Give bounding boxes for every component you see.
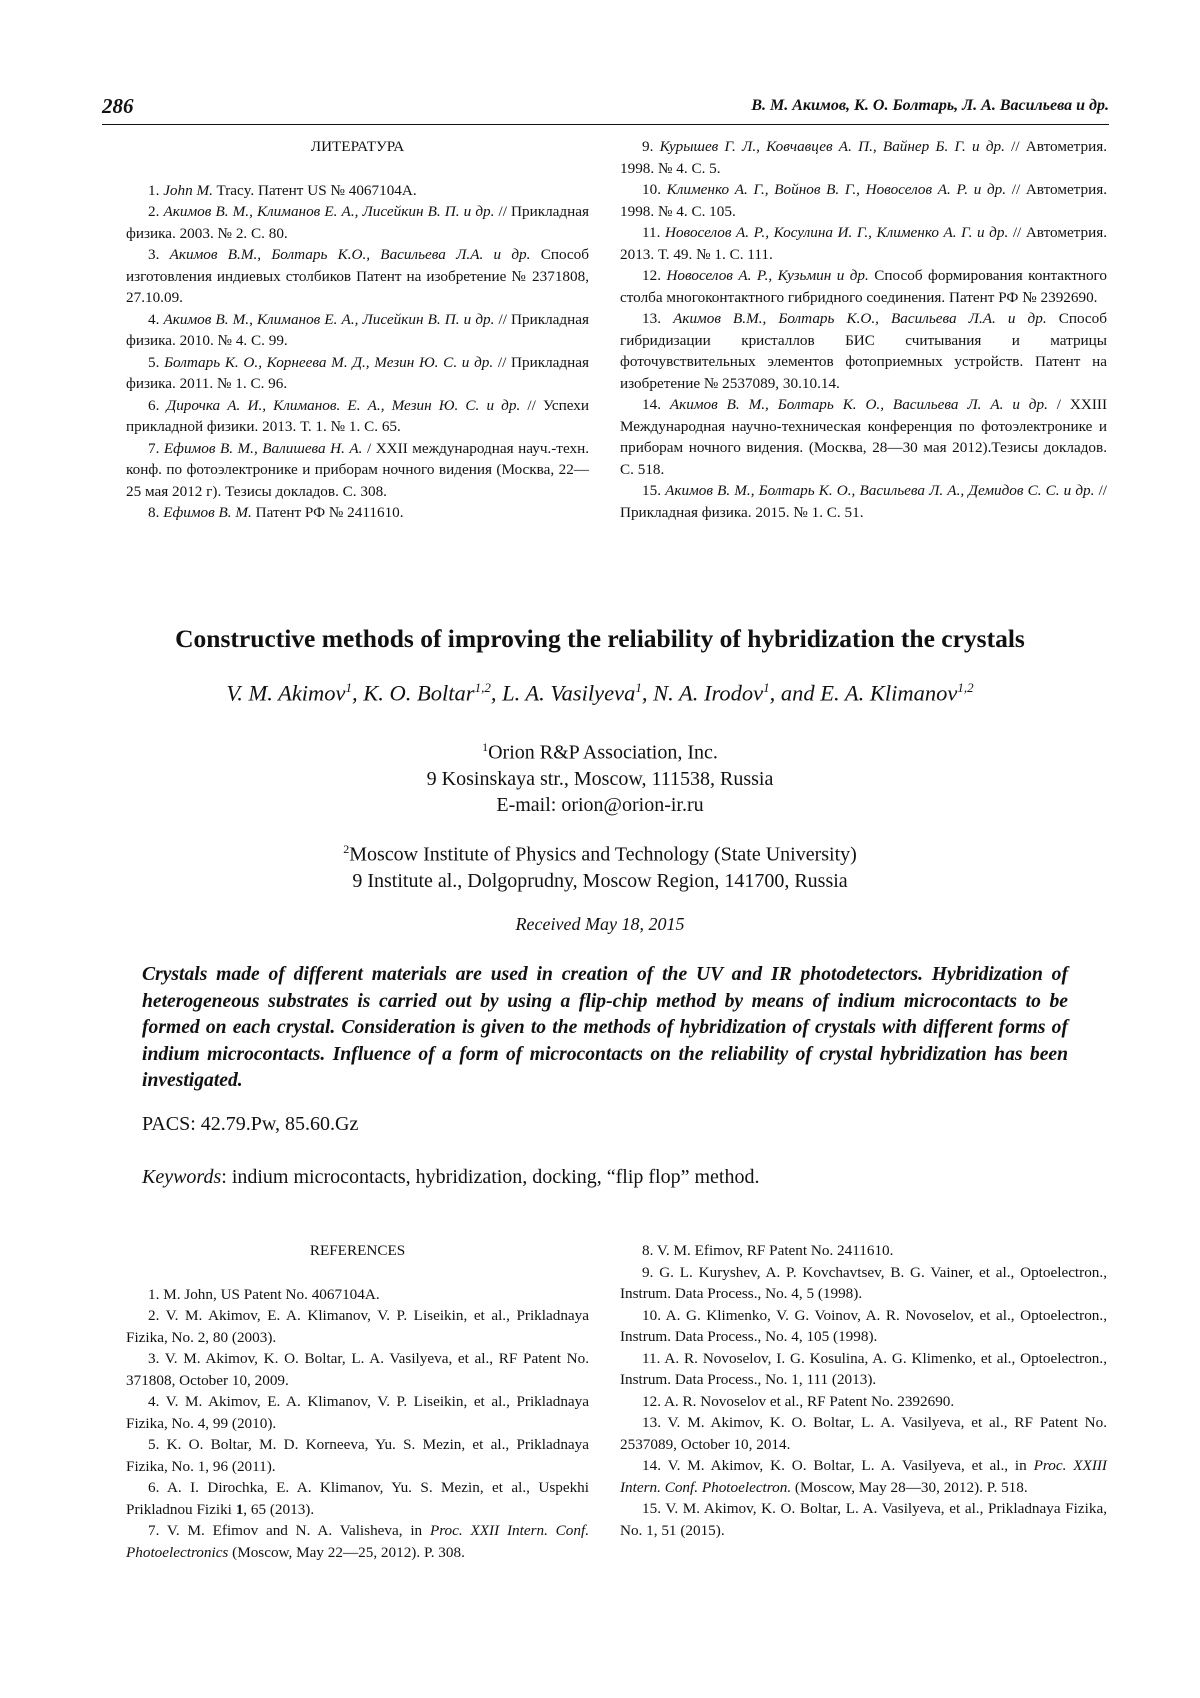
reference-item: [620, 480, 1107, 523]
reference-number: 8.: [148, 504, 164, 521]
reference-item: [620, 1348, 1107, 1391]
reference-source: // Прикладная физика. 2010. № 4. С. 99.: [126, 310, 590, 349]
reference-text: 9. G. L. Kuryshev, A. P. Kovchavtsev, B. G. Vainer, et al., Optoelectron., Instrum. Data Process., No. 4, 5 (1998).: [620, 1263, 1107, 1302]
ru-ref-list-right: [620, 136, 1107, 523]
reference-item: [620, 1305, 1107, 1348]
affiliation-1-email: E-mail: orion@orion-ir.ru: [496, 793, 704, 816]
article-authors: [0, 680, 1200, 707]
affiliation-2-sup: 2: [343, 842, 350, 856]
reference-number: 14.: [642, 396, 670, 413]
reference-text: 3. V. M. Akimov, K. O. Boltar, L. A. Vasilyeva, et al., RF Patent No. 371808, October 10, 2009.: [126, 1350, 589, 1389]
pacs-codes: PACS: 42.79.Pw, 85.60.Gz: [142, 1113, 359, 1135]
reference-item: [620, 179, 1107, 222]
affiliation-2: [0, 836, 1200, 894]
reference-source: // Прикладная физика. 2011. № 1. С. 96.: [126, 353, 589, 392]
author-name: N. A. Irodov: [653, 680, 764, 706]
reference-source: Патент РФ № 2411610.: [251, 504, 404, 521]
reference-authors: Акимов В. М., Болтарь К. О., Васильева Л. А., Демидов С. С. и др.: [665, 482, 1095, 499]
reference-item: [126, 1348, 589, 1391]
reference-item: [620, 1391, 1107, 1413]
reference-text: 4. V. M. Akimov, E. A. Klimanov, V. P. Liseikin, et al., Prikladnaya Fizika, No. 4, 99 (2010).: [126, 1393, 589, 1432]
reference-authors: Дирочка А. И., Климанов. Е. А., Мезин Ю. С. и др.: [166, 396, 521, 414]
reference-item: [620, 1455, 1107, 1498]
reference-item: [126, 180, 589, 202]
page-header: [102, 94, 1109, 122]
abstract: Crystals made of different materials are used in creation of the UV and IR photodetectors. Hybridization of heterogeneous substrates is carried out by using a flip-chip method by means of indium microcontacts to be formed on each crystal. Consideration is given to the methods of hybridization of crystals with different forms of indium microcontacts. Influence of a form of microcontacts on the reliability of crystal hybridization has been investigated.: [142, 964, 1068, 1092]
reference-number: 9.: [642, 138, 660, 155]
reference-text: (Moscow, May 22—25, 2012). P. 308.: [228, 1543, 465, 1561]
russian-references-heading: ЛИТЕРАТУРА: [310, 138, 405, 155]
reference-text: 12. A. R. Novoselov et al., RF Patent No. 2392690.: [642, 1392, 955, 1410]
affiliation-1: [0, 734, 1200, 818]
reference-number: 6.: [148, 396, 167, 414]
author-affiliation-mark: 1: [345, 680, 353, 695]
reference-authors: Клименко А. Г., Войнов В. Г., Новоселов А. Р. и др.: [666, 181, 1007, 198]
reference-item: [126, 502, 589, 524]
keywords-label: Keywords: [142, 1166, 222, 1188]
reference-item: [126, 395, 589, 438]
reference-item: [126, 1305, 589, 1348]
reference-number: 11.: [642, 224, 665, 241]
reference-item: [620, 1262, 1107, 1305]
page-number: 286: [102, 94, 134, 118]
reference-text: 1: [235, 1500, 244, 1518]
en-ref-list-left: [126, 1284, 589, 1564]
reference-text: 10. A. G. Klimenko, V. G. Voinov, A. R. Novoselov, et al., Optoelectron., Instrum. Data Process., No. 4, 105 (1998).: [620, 1306, 1107, 1345]
reference-authors: Акимов В. М., Климанов Е. А., Лисейкин В. П. и др.: [163, 310, 495, 328]
affiliation-2-address: 9 Institute al., Dolgoprudny, Moscow Region, 141700, Russia: [352, 869, 848, 892]
reference-item: [126, 244, 589, 309]
reference-authors: Акимов В. М., Климанов Е. А., Лисейкин В. П. и др.: [163, 203, 495, 220]
reference-text: 6. A. I. Dirochka, E. A. Klimanov, Yu. S. Mezin, et al., Uspekhi Prikladnou Fiziki: [126, 1479, 589, 1518]
reference-text: Proc. XXII Intern. Conf. Photoelectronics: [126, 1522, 589, 1561]
reference-text: Proc. XXIII Intern. Conf. Photoelectron.: [620, 1457, 1107, 1496]
affiliation-1-name: Orion R&P Association, Inc.: [488, 741, 718, 764]
reference-item: [620, 265, 1107, 308]
reference-number: 13.: [642, 310, 674, 327]
en-ref-list-right: [620, 1240, 1107, 1541]
author-separator: ,: [641, 680, 654, 706]
reference-number: 1.: [148, 181, 164, 199]
reference-text: 1. M. John, US Patent No. 4067104A.: [148, 1285, 380, 1303]
reference-item: [126, 1477, 589, 1520]
author-separator: , and: [769, 680, 821, 706]
english-references-right: [620, 1240, 1107, 1541]
reference-text: , 65 (2013).: [243, 1500, 315, 1518]
reference-number: 2.: [148, 203, 164, 220]
reference-source: // Автометрия. 2013. Т. 49. № 1. С. 111.: [620, 224, 1108, 263]
author-name: L. A. Vasilyeva: [502, 680, 636, 706]
reference-authors: Акимов В. М., Болтарь К. О., Васильева Л. А. и др.: [669, 396, 1048, 413]
reference-source: / XXII международная науч.-техн. конф. по фотоэлектронике и приборам ночного видения (Москва, 22—25 мая 2012 г). Тезисы докладов. С. 308.: [126, 439, 590, 500]
header-rule: [102, 124, 1109, 125]
keywords-text: : indium microcontacts, hybridization, docking, “flip flop” method.: [221, 1166, 760, 1188]
english-references-heading: REFERENCES: [309, 1242, 406, 1259]
reference-authors: Новоселов А. Р., Кузьмин и др.: [666, 267, 869, 284]
affiliation-2-name: Moscow Institute of Physics and Technology (State University): [349, 843, 857, 866]
article-title: Constructive methods of improving the reliability of hybridization the crystals: [175, 624, 1025, 653]
reference-item: [126, 352, 589, 395]
reference-authors: Курышев Г. Л., Ковчавцев А. П., Вайнер Б. Г. и др.: [659, 138, 1005, 155]
reference-item: [126, 1434, 589, 1477]
ru-ref-list-left: [126, 180, 589, 524]
author-affiliation-mark: 1,2: [957, 680, 974, 695]
reference-item: [126, 1520, 589, 1563]
reference-number: 5.: [148, 353, 165, 371]
reference-source: // Автометрия. 1998. № 4. С. 105.: [620, 181, 1108, 220]
reference-authors: Акимов В.М., Болтарь К.О., Васильева Л.А. и др.: [673, 310, 1047, 327]
reference-text: 5. K. O. Boltar, M. D. Korneeva, Yu. S. Mezin, et al., Prikladnaya Fizika, No. 1, 96 (2011).: [126, 1436, 589, 1475]
reference-number: 7.: [148, 439, 164, 457]
reference-item: [126, 1284, 589, 1306]
reference-authors: John M.: [163, 181, 213, 199]
reference-authors: Болтарь К. О., Корнеева М. Д., Мезин Ю. С. и др.: [164, 353, 494, 371]
reference-item: [126, 309, 589, 352]
reference-item: [126, 1391, 589, 1434]
reference-text: 11. A. R. Novoselov, I. G. Kosulina, A. G. Klimenko, et al., Optoelectron., Instrum. Data Process., No. 1, 111 (2013).: [620, 1349, 1107, 1388]
affiliation-1-sup: 1: [482, 740, 489, 754]
reference-source: // Прикладная физика. 2003. № 2. С. 80.: [126, 203, 590, 242]
author-name: K. O. Boltar: [363, 680, 475, 706]
reference-item: [126, 201, 589, 244]
reference-item: [620, 1412, 1107, 1455]
received-date: Received May 18, 2015: [515, 914, 685, 934]
reference-number: 10.: [642, 181, 667, 198]
reference-text: (Moscow, May 28—30, 2012). P. 518.: [791, 1478, 1028, 1496]
reference-item: [620, 136, 1107, 179]
reference-authors: Новоселов А. Р., Косулина И. Г., Клименко А. Г. и др.: [665, 224, 1009, 241]
reference-item: [620, 308, 1107, 394]
reference-source: // Прикладная физика. 2015. № 1. С. 51.: [620, 482, 1108, 521]
reference-source: / XXIII Международная научно-техническая конференция по фотоэлектронике и приборам ночного видения. (Москва, 28—30 мая 2012).Тезисы докладов. С. 518.: [620, 396, 1108, 478]
author-name: V. M. Akimov: [226, 680, 346, 706]
reference-text: 8. V. M. Efimov, RF Patent No. 2411610.: [642, 1242, 894, 1259]
reference-text: 7. V. M. Efimov and N. A. Valisheva, in: [148, 1522, 430, 1539]
reference-authors: Ефимов В. М., Валишева Н. А.: [163, 439, 363, 457]
running-head: В. М. Акимов, К. О. Болтарь, Л. А. Васильева и др.: [751, 97, 1109, 114]
reference-source: Способ гибридизации кристаллов БИС считывания и матрицы фоточувствительных элементов фотоприемных устройств. Патент на изобретение № 2537089, 30.10.14.: [620, 310, 1107, 392]
reference-source: // Успехи прикладной физики. 2013. Т. 1. № 1. С. 65.: [126, 396, 590, 435]
reference-authors: Акимов В.М., Болтарь К.О., Васильева Л.А. и др.: [169, 246, 531, 263]
keywords: [142, 1166, 759, 1189]
author-name: E. A. Klimanov: [820, 680, 958, 706]
reference-source: Способ изготовления индиевых столбиков Патент на изобретение № 2371808, 27.10.09.: [126, 246, 589, 306]
reference-text: 2. V. M. Akimov, E. A. Klimanov, V. P. Liseikin, et al., Prikladnaya Fizika, No. 2, 80 (2003).: [126, 1307, 589, 1346]
reference-item: [620, 394, 1107, 480]
reference-number: 12.: [642, 267, 667, 284]
reference-number: 4.: [148, 310, 164, 328]
english-references-left: [126, 1240, 589, 1563]
reference-number: 15.: [642, 482, 666, 499]
author-affiliation-mark: 1: [763, 680, 770, 695]
reference-item: [620, 1240, 1107, 1262]
reference-source: // Автометрия. 1998. № 4. С. 5.: [620, 138, 1107, 177]
reference-source: Способ формирования контактного столба многоконтактного гибридного соединения. Патент РФ № 2392690.: [620, 267, 1108, 306]
author-separator: ,: [490, 680, 503, 706]
reference-text: 14. V. M. Akimov, K. O. Boltar, L. A. Vasilyeva, et al., in: [642, 1457, 1034, 1474]
author-affiliation-mark: 1,2: [474, 680, 491, 695]
reference-item: [126, 438, 589, 503]
reference-item: [620, 222, 1107, 265]
author-separator: ,: [352, 680, 364, 706]
author-affiliation-mark: 1: [635, 680, 642, 695]
affiliation-1-address: 9 Kosinskaya str., Moscow, 111538, Russia: [426, 767, 774, 790]
reference-text: 15. V. M. Akimov, K. O. Boltar, L. A. Vasilyeva, et al., Prikladnaya Fizika, No. 1, 51 (2015).: [620, 1500, 1107, 1539]
reference-authors: Ефимов В. М.: [163, 504, 252, 521]
russian-references-right: [620, 136, 1107, 523]
reference-item: [620, 1498, 1107, 1541]
reference-text: 13. V. M. Akimov, K. O. Boltar, L. A. Vasilyeva, et al., RF Patent No. 2537089, October 10, 2014.: [620, 1414, 1107, 1453]
reference-number: 3.: [148, 246, 170, 263]
russian-references-left: [126, 136, 589, 524]
reference-source: Tracy. Патент US № 4067104A.: [212, 181, 417, 199]
